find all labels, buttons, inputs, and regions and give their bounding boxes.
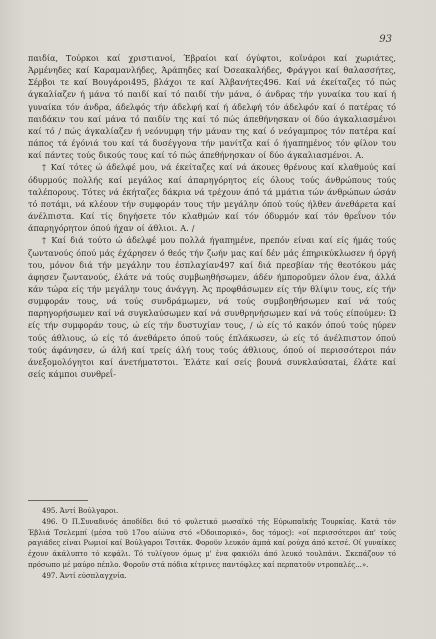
main-text [28,52,396,380]
paragraph: παιδία, Τούρκοι καί χριστιανοί, Έβραίοι καί όγύφτοι, κοϊνάροι καί χωριάτες, Άρμένηδες καί Καραμανλήδες, Άράπηδες καί Όσεακαλήδες, Φράγγοι καί θαλασσήτες, Σέρβοι τε καί Βουγάροι495, βλάχοι τε καί Άλβανήτες496. Καί νά έκείταζες τό πώς άγκαλίαζεν ή μάνα τό παιδί καί τό παιδί τήν μάνα, ό άνδρας τήν γυναίκα του καί ή γυναίκα τόν άνδρα, άδελφός τήν άδελφή καί ή άδελφή τόν άδελφόν καί ό πατέρας τό παιδάκιν του καί μάνα τό παιδίν της καί τό πώς άπεθήνησκαν οί δύο άγκαλιασμένοι καί τό / πώς άγκαλίαζεν ή νεόνυμφη τήν μάναν της καί ό νεόγαμπρος τόν πατέρα καί πάπος τά έγόνιά του καί τά δυσέγγονα τήν μανίτζα καί ό ήγαπημένος τόν φίλον του καί πάντες τούς δικούς τους καί τό πώς άπεθήνησκαν οί δύο άγκαλιασμένοι. Α. [28,53,396,161]
paragraph: † Καί τότες ώ άδελφέ μου, νά έκείταζες καί νά άκουες θρένους καί κλαθμούς καί όδυρμούς πολλής καί μεγάλος καί άπαρηγόρητος είς όλους τούς άνθρώπους τούς ταλέπορους. Τότες νά έκήταζες δάκρια νά τρέχουν άπό τά μμάτια τών άνθρώπων ώσάν τό ποτάμι, νά κλέουν τήν συμφοράν τους τήν μεγάλην όπού τούς ήλθεν άνεθάρετα καί άνέλπιστα. Καί τίς δηγήσετε τόν κλαθμών καί τόν όδυρμόν καί τόν θρεΐνον τόν άπαρηγόρητον όπού ήχαν οί άθλιοι. Α. / [28,162,396,234]
footnote: 495. Άντί Βούλγαροι. [42,507,119,515]
footnote: 497. Άντί εύσπλαγχνία. [42,571,127,580]
footnote-rule [28,500,88,501]
paragraph: † Καί διά τούτο ώ άδελφέ μου πολλά ήγαπημένε, πρεπόν είναι καί είς ήμάς τούς ζωντανούς όπού μάς έχάρησεν ό θεός τήν ζωήν μας καί δέν μάς έπηρικύκλωσεν ή όργή του, μόνον διά τήν μεγάλην του έσπλαχίαν497 καί διά πρεσβίαν τής θεοτόκου μάς άφησεν ζωντανούς, έλάτε νά τούς συμβωηθήσωμεν, άδέν ήμποροϋμεν όλον ένα, άλλά κάν τώρα είς τήν μεγάλην τους άνάγγη. Άς προφθάσωμεν είς τήν θλίψιν τους, είς τήν συμφοράν τους, νά τούς συνδράμωμεν, νά τούς συμβοηθήσωμεν καί νά τούς παρηγορήσωμεν καί νά συγκλαύσωμεν καί νά συνθρηνήσωμεν καί νά τούς είπούμεν: Ώ είς τήν συμφοράν τους, ώ είς τήν δυστυχίαν τους, / ώ είς τό κακόν όπού τούς ηύρεν τούς άθλιους, ώ είς τό άνεθάρετο όπού τούς έπλάκωσεν, ώ είς τό άνέλπιστον όπού τούς άφάνησεν, ώ άλή καί τρείς άλή τους τούς άθλιους, όπού οί περισσότεροι πάν άνεξομολόγητοι καί άνετήματστοι. Έλάτε καί σείς βουνά συνκλαύσατai, έλάτε καί σείς κάμποι συνθρεΐ- [28,235,396,380]
page-number: 93 [379,34,392,45]
footnote: 496. Ό Π.Συναδινός άποδίδει διό τό φυλετικό μωσαϊκό τής Εύρωπαϊκής Τουρκίας. Κατά τόν Έβλιά Τσελεμπί (μέσα τοϋ 17ου αίώνα στό «Όδοιπορικό», δος τόμος): «οί περισσότεροι άπ' τούς ραγιάδες είναι Ρωμιοί καί Βούλγαροι Τσιτάκ. Φοροϋν λευκόν άμπά καί ρούχα άπό κετσέ. Οί γυναίκες έχουν άκάλυπτο τό κεφάλι. Τό τυλίγουν όμως μ' ένα φακιόλι άπό λευκό τουλπάνι. Σκεπάζουν τό πρόσωπο μέ μαύρο πέπλο. Φοροϋν στά πόδια κίτρινες παντόφλες καί περπατοϋν ντροπαλές...». [28,517,396,569]
footnotes [28,506,396,582]
